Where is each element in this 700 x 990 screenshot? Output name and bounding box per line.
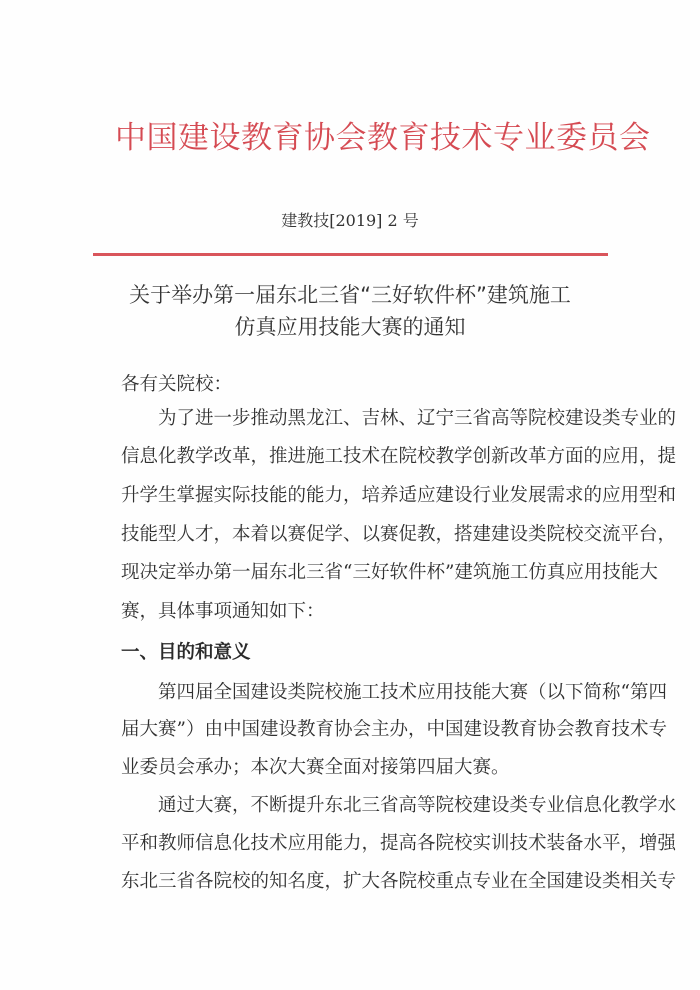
org-title: 中国建设教育协会教育技术专业委员会 — [115, 120, 651, 156]
paragraph-3-line: 东北三省各院校的知名度，扩大各院校重点专业在全国建设类相关专 — [121, 871, 677, 892]
paragraph-1-line: 现决定举办第一届东北三省“三好软件杯”建筑施工仿真应用技能大 — [121, 562, 658, 583]
paragraph-1-line: 赛，具体事项通知如下： — [121, 601, 325, 622]
paragraph-1-line: 信息化教学改革，推进施工技术在院校教学创新改革方面的应用，提 — [121, 446, 677, 467]
notice-title-line-1: 关于举办第一届东北三省“三好软件杯”建筑施工 — [129, 283, 571, 307]
paragraph-1-line: 升学生掌握实际技能的能力，培养适应建设行业发展需求的应用型和 — [121, 485, 677, 506]
salutation: 各有关院校： — [121, 374, 233, 395]
notice-title-line-2: 仿真应用技能大赛的通知 — [234, 315, 466, 339]
section-heading-purpose: 一、目的和意义 — [121, 642, 251, 663]
paragraph-1-line: 技能型人才，本着以赛促学、以赛促教，搭建建设类院校交流平台， — [121, 524, 677, 545]
paragraph-2-line: 业委员会承办；本次大赛全面对接第四届大赛。 — [121, 757, 510, 778]
paragraph-3-line: 通过大赛，不断提升东北三省高等院校建设类专业信息化教学水 — [158, 795, 677, 816]
paragraph-1-line: 为了进一步推动黑龙江、吉林、辽宁三省高等院校建设类专业的 — [158, 408, 677, 429]
doc-number: 建教技[2019] 2 号 — [281, 211, 419, 230]
paragraph-2-line: 第四届全国建设类院校施工技术应用技能大赛（以下简称“第四 — [158, 682, 667, 703]
red-header-rule — [93, 253, 608, 256]
paragraph-2-line: 届大赛”）由中国建设教育协会主办，中国建设教育协会教育技术专 — [121, 719, 667, 740]
paragraph-3-line: 平和教师信息化技术应用能力，提高各院校实训技术装备水平，增强 — [121, 833, 677, 854]
